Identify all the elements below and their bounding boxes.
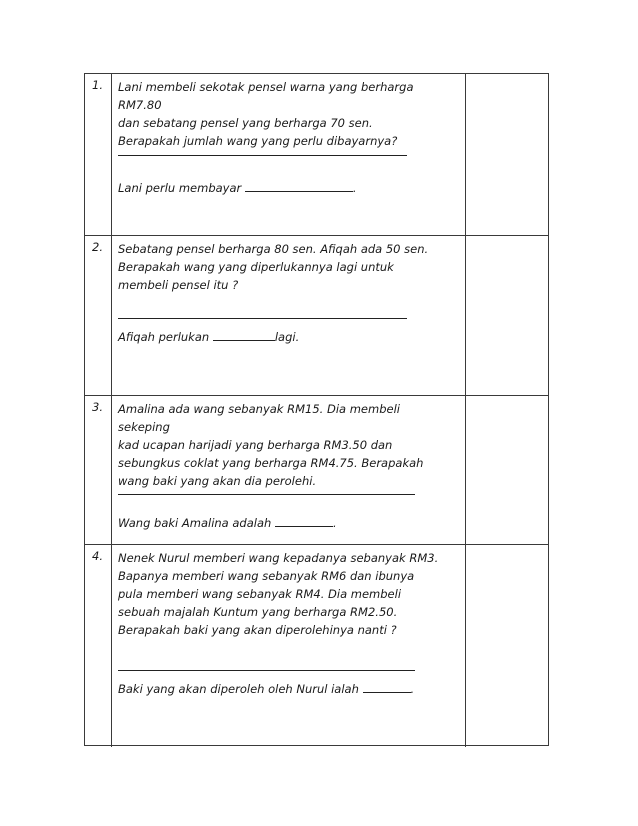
question-content xyxy=(118,240,470,346)
question-number: 2. xyxy=(92,240,103,254)
worksheet-table xyxy=(84,73,549,746)
question-text-line: sebuah majalah Kuntum yang berharga RM2.50. xyxy=(118,605,398,619)
question-text-line: wang baki yang akan dia perolehi. xyxy=(118,474,317,488)
working-line xyxy=(118,155,407,156)
question-row-1 xyxy=(85,74,548,236)
working-line xyxy=(118,670,415,671)
question-content xyxy=(118,549,470,698)
question-row-3 xyxy=(85,396,548,545)
column-divider xyxy=(111,236,112,395)
working-line xyxy=(118,494,415,495)
question-text-line: Berapakah baki yang akan diperolehinya nanti ? xyxy=(118,623,397,637)
question-text-line: Amalina ada wang sebanyak RM15. Dia membeli xyxy=(118,402,400,416)
question-text-line: RM7.80 xyxy=(118,98,162,112)
question-row-2 xyxy=(85,236,548,396)
answer-blank[interactable] xyxy=(275,514,333,527)
answer-line xyxy=(118,328,470,346)
question-number: 3. xyxy=(92,400,103,414)
question-text-line: dan sebatang pensel yang berharga 70 sen. xyxy=(118,116,373,130)
question-content xyxy=(118,400,470,532)
question-number: 1. xyxy=(92,78,103,92)
answer-suffix: . xyxy=(410,682,415,696)
question-row-4 xyxy=(85,545,548,747)
question-text-line: sebungkus coklat yang berharga RM4.75. Berapakah xyxy=(118,456,424,470)
answer-prefix: Lani perlu membayar xyxy=(118,181,242,195)
answer-suffix: lagi. xyxy=(274,330,300,344)
answer-suffix: . xyxy=(352,181,357,195)
question-content xyxy=(118,78,470,197)
answer-blank[interactable] xyxy=(245,179,353,192)
question-text-line: Sebatang pensel berharga 80 sen. Afiqah ada 50 sen. xyxy=(118,242,429,256)
question-number: 4. xyxy=(92,549,103,563)
question-text-line: sekeping xyxy=(118,420,170,434)
column-divider xyxy=(111,74,112,235)
question-text-line: pula memberi wang sebanyak RM4. Dia membeli xyxy=(118,587,402,601)
column-divider xyxy=(111,545,112,747)
column-divider xyxy=(111,396,112,544)
answer-line xyxy=(118,514,470,532)
working-line xyxy=(118,318,407,319)
question-text-line: Berapakah wang yang diperlukannya lagi untuk xyxy=(118,260,394,274)
question-text-line: Lani membeli sekotak pensel warna yang berharga xyxy=(118,80,414,94)
question-text-line: Bapanya memberi wang sebanyak RM6 dan ibunya xyxy=(118,569,415,583)
question-text-line: membeli pensel itu ? xyxy=(118,278,239,292)
question-text-line: kad ucapan harijadi yang berharga RM3.50 dan xyxy=(118,438,393,452)
answer-line xyxy=(118,680,470,698)
answer-prefix: Wang baki Amalina adalah xyxy=(118,516,272,530)
answer-line xyxy=(118,179,470,197)
question-text-line: Berapakah jumlah wang yang perlu dibayarnya? xyxy=(118,134,398,148)
question-text-line: Nenek Nurul memberi wang kepadanya sebanyak RM3. xyxy=(118,551,439,565)
answer-blank[interactable] xyxy=(213,328,275,341)
answer-prefix: Afiqah perlukan xyxy=(118,330,210,344)
answer-blank[interactable] xyxy=(363,680,411,693)
answer-prefix: Baki yang akan diperoleh oleh Nurul ialah xyxy=(118,682,359,696)
answer-suffix: . xyxy=(332,516,337,530)
